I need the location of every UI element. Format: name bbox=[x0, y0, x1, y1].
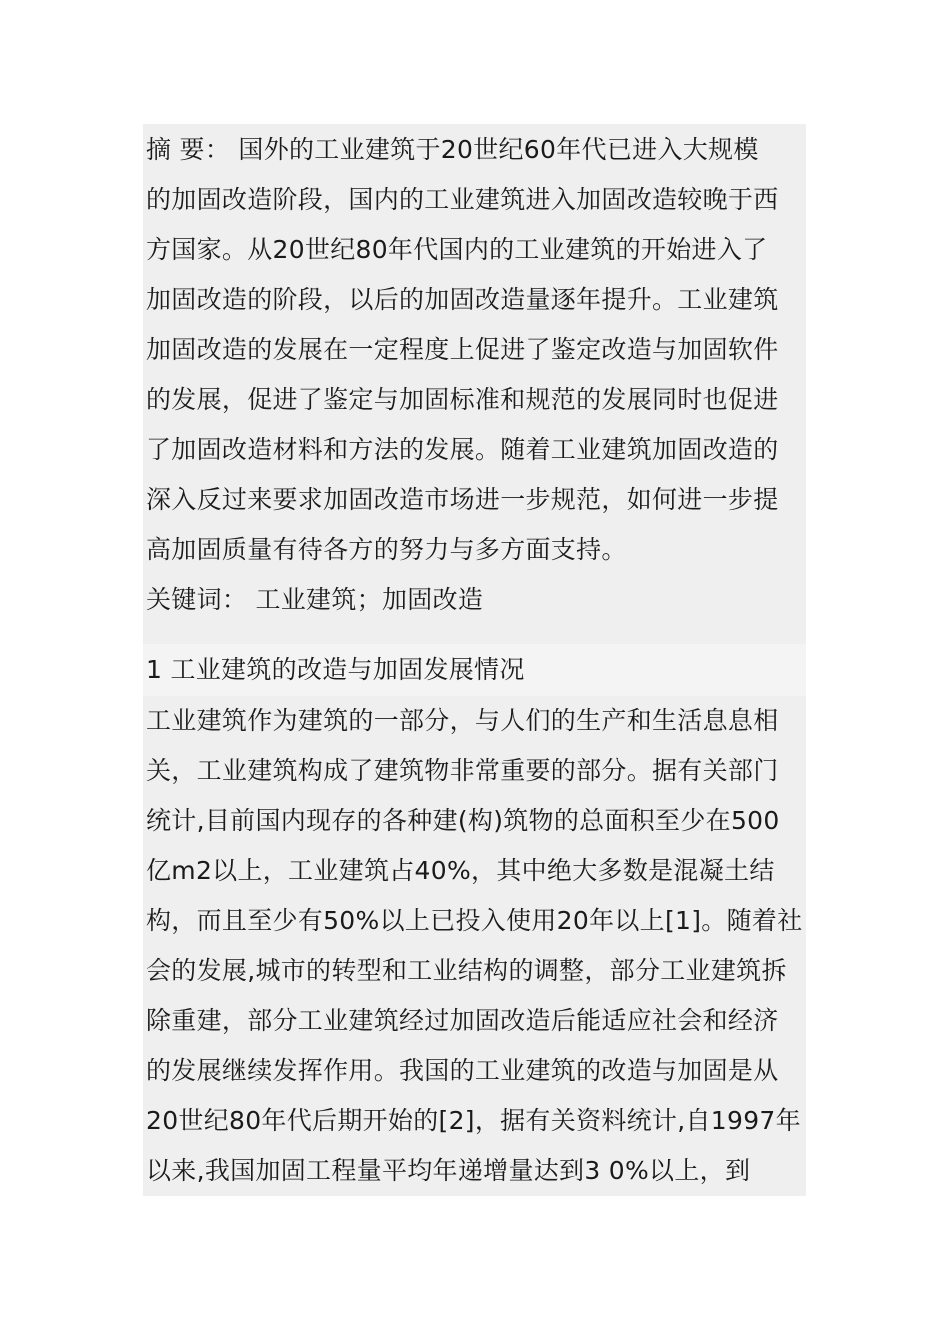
section-body-block bbox=[143, 696, 806, 1196]
section-heading: 1 工业建筑的改造与加固发展情况 bbox=[146, 655, 525, 684]
section-heading-block bbox=[143, 644, 806, 696]
body-line: 统计,目前国内现存的各种建(构)筑物的总面积至少在500 bbox=[146, 806, 780, 835]
abstract-line: 的发展，促进了鉴定与加固标准和规范的发展同时也促进 bbox=[146, 385, 779, 414]
abstract-line: 的加固改造阶段，国内的工业建筑进入加固改造较晚于西 bbox=[146, 185, 779, 214]
body-line: 构，而且至少有50%以上已投入使用20年以上[1]。随着社 bbox=[146, 906, 803, 935]
abstract-block bbox=[143, 124, 806, 644]
body-line: 关，工业建筑构成了建筑物非常重要的部分。据有关部门 bbox=[146, 756, 779, 785]
abstract-line: 摘 要： 国外的工业建筑于20世纪60年代已进入大规模 bbox=[146, 135, 759, 164]
abstract-line: 高加固质量有待各方的努力与多方面支持。 bbox=[146, 535, 627, 564]
abstract-line: 加固改造的发展在一定程度上促进了鉴定改造与加固软件 bbox=[146, 335, 779, 364]
abstract-line: 深入反过来要求加固改造市场进一步规范，如何进一步提 bbox=[146, 485, 779, 514]
body-line: 会的发展,城市的转型和工业结构的调整，部分工业建筑拆 bbox=[146, 956, 787, 985]
body-line: 除重建，部分工业建筑经过加固改造后能适应社会和经济 bbox=[146, 1006, 779, 1035]
abstract-line: 方国家。从20世纪80年代国内的工业建筑的开始进入了 bbox=[146, 235, 768, 264]
body-line: 工业建筑作为建筑的一部分，与人们的生产和生活息息相 bbox=[146, 706, 779, 735]
keywords-line: 关键词： 工业建筑；加固改造 bbox=[146, 585, 484, 614]
body-line: 亿m2以上，工业建筑占40%，其中绝大多数是混凝土结 bbox=[146, 856, 775, 885]
abstract-line: 了加固改造材料和方法的发展。随着工业建筑加固改造的 bbox=[146, 435, 779, 464]
body-line: 以来,我国加固工程量平均年递增量达到3 0%以上，到 bbox=[146, 1156, 751, 1185]
body-line: 20世纪80年代后期开始的[2]，据有关资料统计,自1997年 bbox=[146, 1106, 801, 1135]
body-line: 的发展继续发挥作用。我国的工业建筑的改造与加固是从 bbox=[146, 1056, 779, 1085]
abstract-line: 加固改造的阶段，以后的加固改造量逐年提升。工业建筑 bbox=[146, 285, 779, 314]
